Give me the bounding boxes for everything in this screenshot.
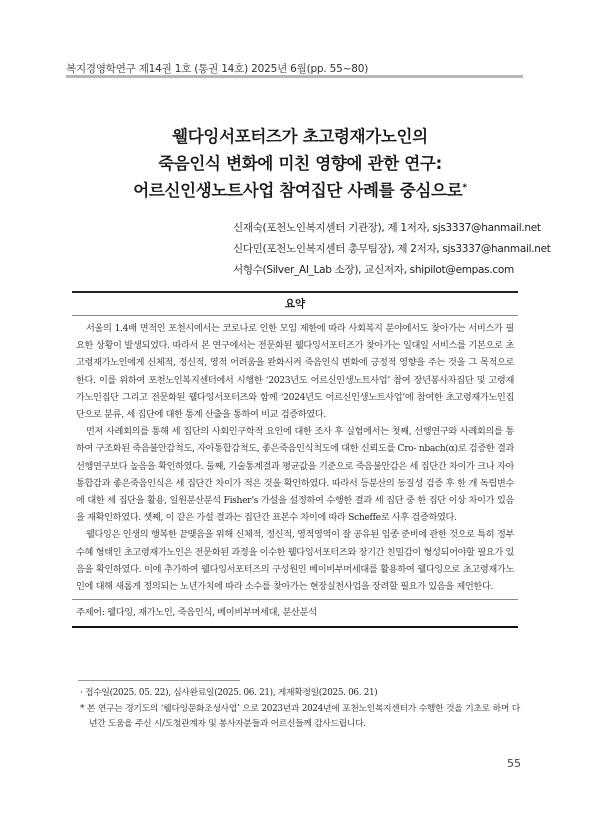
abstract-bottom-rule (72, 626, 518, 628)
abstract-paragraph-1: 서울의 1.4배 면적인 포천시에서는 코로나로 인한 모임 제한에 따라 사회복지 분야에서도 찾아가는 서비스가 필요한 상황이 발생되었다. 따라서 본 연구에서는 전문화된 웰다잉서포터즈가 찾아가는 일대일 서비스를 기본으로 초고령재가노인에게 신체적, 정신적, 영적 어려움을 완화시켜 죽음인식 변화에 긍정적 영향을 주는 것을 그 목적으로 한다. 이를 위하여 포천노인복지센터에서 시행한 ‘2023년도 어르신인생노트사업’ 참여 장년봉사자집단 및 고령재가노인집단 그리고 전문화된 웰다잉서포터즈와 함께 ‘2024년도 어르신인생노트사업’에 참여한 초고령재가노인집단으로 분류, 세 집단에 대한 통계 산출을 통하여 비교 검증하였다. (76, 323, 514, 421)
footnote-dates: · 접수일(2025. 05. 22), 심사완료일(2025. 06. 21), 게재확정일(2025. 06. 21) (80, 688, 378, 698)
keywords-label: 주제어: (76, 607, 108, 619)
title-footnote-mark: * (462, 183, 467, 193)
keywords-list: 웰다잉, 재가노인, 죽음인식, 베이비부머세대, 분산분석 (107, 607, 317, 619)
author-list (233, 218, 551, 281)
author-1: 신재숙(포천노인복지센터 기관장), 제 1저자, sjs3337@hanmail.net (233, 222, 541, 234)
title-line-3-text: 어르신인생노트사업 참여집단 사례를 중심으로 (133, 181, 463, 200)
abstract-box (72, 291, 518, 628)
abstract-body (72, 316, 518, 599)
abstract-paragraph-3: 웰다잉은 인생의 행복한 끝맺음을 위해 신체적, 정신적, 영적영역이 잘 공유된 임종 준비에 관한 것으로 특히 정부수혜 형태인 초고령재가노인은 전문화된 과정을 이수한 웰다잉서포터즈와 장기간 친밀감이 형성되어야할 필요가 있음을 확인하였다. 이에 추가하여 웰다잉서포터즈의 구성원인 베이비부머세대를 활용하여 웰다잉으로 초고령재가노인에 대해 새롭게 정의되는 노년가치에 따라 소수를 찾아가는 현장실천사업을 장려할 필요가 있음을 제언한다. (76, 529, 514, 593)
author-3: 서형수(Silver_AI_Lab 소장), 교신저자, shipilot@empas.com (233, 264, 514, 276)
title-line-2: 죽음인식 변화에 미친 영향에 관한 연구: (158, 154, 442, 173)
footnote-rule (78, 680, 240, 681)
title-line-3 (0, 177, 600, 204)
title-line-1: 웰다잉서포터즈가 초고령재가노인의 (172, 127, 428, 146)
keywords (72, 600, 518, 626)
footnotes (80, 686, 520, 733)
page-number: 55 (507, 757, 521, 770)
abstract-paragraph-2: 먼저 사례회의를 통해 세 집단의 사회인구학적 요인에 대한 조사 후 실험에서는 첫째, 선행연구와 사례회의를 통하여 구조화된 죽음불안감척도, 자아통합감척도, 좋은죽음인식척도에 대한 신뢰도를 Cro- nbach(α)로 검증한 결과 선행연구보다 높음을 확인하였다. 둘째, 기술통계결과 평균값을 기준으로 죽음불안감은 세 집단간 차이가 크나 자아통합감과 좋은죽음인식은 세 집단간 차이가 적은 것을 확인하였다. 따라서 등분산의 동질성 검증 후 한 개 독립변수에 대한 세 집단을 활용, 일원분산분석 Fisher’s 가설을 설정하여 수행한 결과 세 집단 중 한 집단 이상 차이가 있음을 재확인하였다. 셋째, 이 같은 가설 결과는 집단간 표본수 차이에 따라 Scheffe로 사후 검증하였다. (76, 426, 514, 524)
abstract-heading: 요약 (284, 298, 306, 310)
running-head: 복지경영학연구 제14권 1호 (통권 14호) 2025년 6월(pp. 55~80) (66, 63, 369, 75)
header-rule (66, 75, 523, 78)
footnote-acknowledgement: * 본 연구는 경기도의 ‘웰다잉문화조성사업’ 으로 2023년과 2024년에 포천노인복지센터가 수행한 것을 기초로 하며 다년간 도움을 주신 시/도청관계자 및 봉사자분들과 어르신들께 감사드립니다. (80, 703, 520, 729)
author-2: 신다민(포천노인복지센터 총무팀장), 제 2저자, sjs3337@hanmail.net (233, 243, 551, 255)
paper-title (0, 123, 600, 204)
